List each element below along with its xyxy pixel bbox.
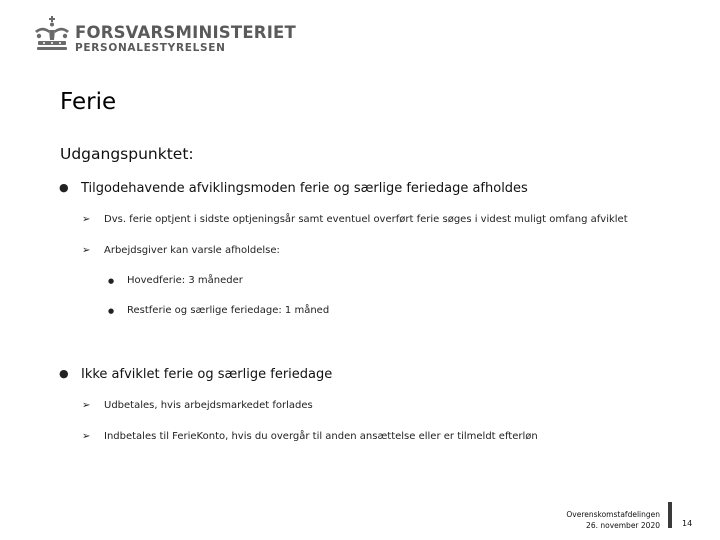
footer-info	[566, 509, 660, 531]
bullet-icon: ●	[108, 277, 115, 285]
page-number: 14	[682, 519, 693, 528]
organization-logo	[32, 16, 296, 66]
logo-agency-name: PERSONALESTYRELSEN	[75, 42, 226, 54]
bullet-icon: ●	[108, 307, 115, 315]
arrow-bullet-icon: ➢	[82, 214, 91, 225]
list-item: Hovedferie: 3 måneder	[127, 275, 243, 286]
footer-date: 26. november 2020	[586, 521, 660, 530]
logo-ministry-name: FORSVARSMINISTERIET	[75, 23, 296, 42]
list-item: Indbetales til FerieKonto, hvis du overgår til anden ansættelse eller er tilmeldt efterløn	[104, 431, 538, 442]
bullet-icon: ●	[59, 181, 69, 194]
footer-divider	[668, 502, 672, 528]
list-item: Ikke afviklet ferie og særlige feriedage	[81, 367, 333, 382]
list-item: Udbetales, hvis arbejdsmarkedet forlades	[104, 400, 313, 411]
slide-title: Ferie	[60, 89, 117, 115]
list-item: Dvs. ferie optjent i sidste optjeningsår samt eventuel overført ferie søges i videst muligt omfang afviklet	[104, 214, 628, 225]
footer-department: Overenskomstafdelingen	[566, 510, 660, 519]
slide-subtitle: Udgangspunktet:	[60, 145, 194, 163]
list-item: Restferie og særlige feriedage: 1 måned	[127, 305, 330, 316]
arrow-bullet-icon: ➢	[82, 400, 91, 411]
crown-icon	[32, 16, 72, 52]
bullet-icon: ●	[59, 367, 69, 380]
arrow-bullet-icon: ➢	[82, 431, 91, 442]
list-item: Arbejdsgiver kan varsle afholdelse:	[104, 245, 280, 256]
arrow-bullet-icon: ➢	[82, 245, 91, 256]
list-item: Tilgodehavende afviklingsmoden ferie og særlige feriedage afholdes	[81, 181, 528, 196]
